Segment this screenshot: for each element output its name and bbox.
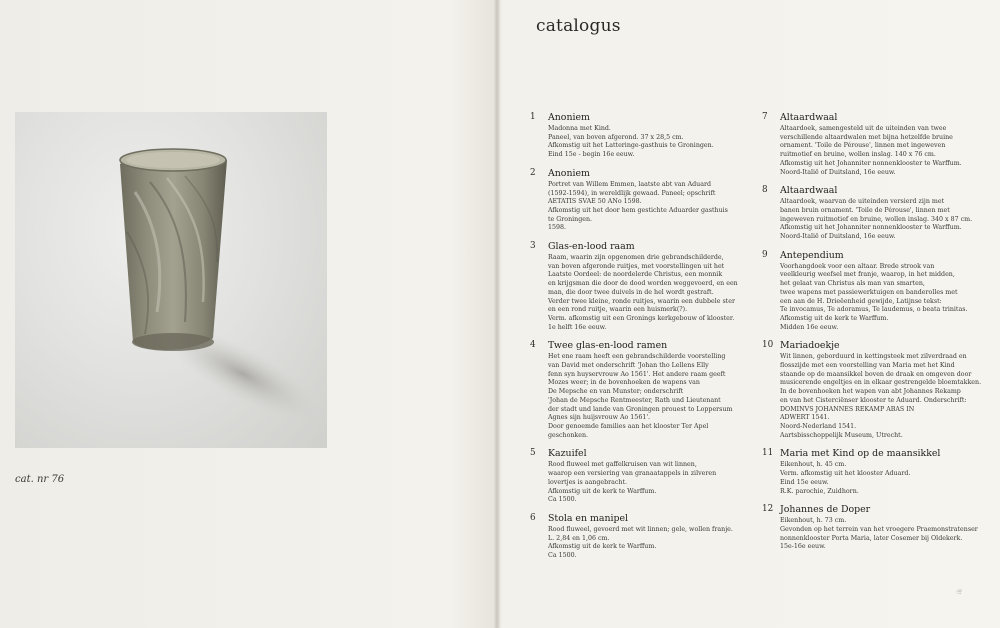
entry-text-line: verschillende altaardwalen met bijna hetzelfde bruine [780,133,953,141]
entry-text-line: staande op de maansikkel boven de draak en omgeven door [780,370,972,378]
entry-title: Anoniem [548,167,590,179]
entry-number: 4 [530,340,536,351]
entry-text-line: Portret van Willem Emmen, laatste abt van Aduard [548,180,712,188]
entry-text-line: fenn syn huyservrouw Ao 1561'. Het andere raam geeft [548,370,726,378]
entry-text-line: AETATIS SVAE 50 ANo 1598. [548,198,642,206]
entry-title: Maria met Kind op de maansikkel [780,448,941,460]
catalogue-entry [762,112,994,177]
entry-text-line: (1592-1594), in wereldlijk gewaad. Paneel; opschrift [548,189,716,197]
entry-text-line: Afkomstig uit de kerk te Warffum. [548,543,657,551]
entry-number: 1 [530,112,536,122]
entry-text-line: Altaardoek, waarvan de uiteinden versierd zijn met [780,198,945,206]
catalogue-entry [530,513,750,561]
entry-text-line: Midden 16e eeuw. [780,323,839,331]
entry-text-line: Verm. afkomstig uit het klooster Aduard. [780,470,911,478]
catalogue-entry [530,340,750,440]
entry-text-line: lovertjes is aangebracht. [548,478,628,486]
entry-title: Stola en manipel [548,512,629,524]
entry-text-line: R.K. parochie, Zuidhorn. [780,487,859,495]
page-title: catalogus [536,16,621,36]
entry-text-line: L. 2,84 en 1,06 cm. [548,534,610,542]
entry-title: Anoniem [548,112,590,123]
entry-text-line: banen bruin ornament. 'Toile de Pérouse', linnen met [780,206,950,214]
entry-text-line: Eikenhout, h. 45 cm. [780,461,847,469]
entry-text-line: Ca 1500. [548,552,577,560]
entry-text-line: Rood fluweel, gevoerd met wit linnen; gele, wollen franje. [548,525,733,533]
entry-text-line: ornament. 'Toile de Pérouse', linnen met ingeweven [780,142,946,150]
glass-beaker-photo [15,112,327,448]
catalogue-column-right [762,112,994,560]
entry-title: Johannes de Doper [780,504,871,516]
entry-text-line: Aartsbisschoppelijk Museum, Utrecht. [780,431,903,439]
entry-text-line: Door genoemde families aan het klooster Ter Apel [548,422,709,430]
entry-title: Antependium [780,249,844,261]
catalogue-entry [530,241,750,332]
entry-title: Altaardwaal [780,185,838,197]
entry-text-line: Het ene raam heeft een gebrandschilderde voorstelling [548,353,726,361]
catalogue-entry [762,250,994,333]
entry-number: 12 [762,504,774,515]
catalogue-entry [762,340,994,440]
entry-text-line: en krijgsman die door de dood worden weggevoerd, en een [548,280,738,288]
entry-text-line: Noord-Italië of Duitsland, 16e eeuw. [780,233,896,241]
book-gutter [494,0,500,628]
entry-text-line: waarop een versiering van granaatappels in zilveren [548,470,717,478]
entry-text-line: Te invocamus, Te adoramus, Te laudemus, o beata trinitas. [780,306,968,314]
entry-number: 5 [530,448,536,459]
entry-text-line: musicerende engeltjes en in elkaar gestrengelde bloemtakken. [780,379,982,387]
catalogue-column-left [530,112,750,569]
entry-text-line: Laatste Oordeel: de noordelerde Christus, een monnik [548,271,723,279]
entry-number: 2 [530,167,536,178]
entry-number: 9 [762,249,768,260]
entry-text-line: Afkomstig uit de kerk te Warffum. [548,487,657,495]
entry-text-line: Noord-Nederland 1541. [780,422,857,430]
entry-text-line: te Groningen. [548,215,593,223]
entry-text-line: der stadt und lande van Groningen prouest to Loppersum [548,405,733,413]
catalogue-entry [762,504,994,552]
pencil-mark: ik [955,588,964,595]
catalogue-entry [530,112,750,160]
entry-text-line: een aan de H. Drieëenheid gewijde, Latijnse tekst: [780,297,942,305]
entry-text-line: het gelaat van Christus als man van smarten, [780,280,925,288]
entry-text-line: 'Johan de Mepsche Rentmeester, Rath und Lieutenant [548,396,721,404]
entry-title: Altaardwaal [780,112,838,123]
entry-title: Glas-en-lood raam [548,241,635,253]
entry-text-line: Verder twee kleine, ronde ruitjes, waarin een dubbele ster [548,297,735,305]
entry-text-line: van David met onderschrift 'Johan tho Lellens Elly [548,362,709,370]
entry-text-line: en van het Cisterciënser klooster te Aduard. Onderschrift: [780,396,967,404]
entry-number: 10 [762,340,774,351]
entry-text-line: twee wapens met passiewerktuigen en banderolles met [780,288,958,296]
entry-number: 11 [762,448,774,459]
entry-text-line: man, die door twee duivels in de hel wordt gestraft. [548,288,714,296]
entry-text-line: Wit linnen, geborduurd in kettingsteek met zilverdraad en [780,353,967,361]
entry-text-line: ADWERT 1541. [780,414,830,422]
entry-text-line: Afkomstig uit het Johanniter nonnenklooster te Warffum. [780,224,962,232]
entry-text-line: ingeweven ruitmotief en bruine, wollen inslag. 340 x 87 cm. [780,215,973,223]
entry-text-line: Eind 15e eeuw. [780,478,829,486]
entry-text-line: flosszijde met een voorstelling van Maria met het Kind [780,362,955,370]
entry-text-line: van boven afgeronde ruitjes, met voorstellingen uit het [548,262,725,270]
entry-text-line: nonnenklooster Porta Maria, later Cosemer bij Oldekerk. [780,534,963,542]
entry-text-line: Raam, waarin zijn opgenomen drie gebrandschilderde, [548,254,724,262]
photo-caption: cat. nr 76 [15,474,65,485]
entry-text-line: Afkomstig uit het Latteringe-gasthuis te Groningen. [548,142,714,150]
entry-text-line: ruitmotief en bruine, wollen inslag. 140 x 76 cm. [780,151,936,159]
entry-number: 8 [762,185,768,196]
entry-text-line: In de bovenhoeken het wapen van abt Johannes Rekamp [780,388,961,396]
entry-text-line: 15e-16e eeuw. [780,543,826,551]
entry-text-line: Eikenhout, h. 73 cm. [780,517,847,525]
entry-text-line: Afkomstig uit het Johanniter nonnenklooster te Warffum. [780,159,962,167]
entry-text-line: Voorhangdoek voor een altaar. Brede strook van [780,262,935,270]
catalogue-entry [530,448,750,505]
entry-text-line: Afkomstig uit het door hem gestichte Aduarder gasthuis [548,206,728,214]
entry-text-line: Mozes weer; in de bovenhoeken de wapens van [548,379,700,387]
entry-text-line: Madonna met Kind. [548,125,611,132]
entry-text-line: veelkleurig weefsel met franje, waarop, in het midden, [780,271,955,279]
entry-text-line: Paneel, van boven afgerond. 37 x 28,5 cm. [548,133,684,141]
entry-text-line: Afkomstig uit de kerk te Warffum. [780,314,889,322]
entry-title: Twee glas-en-lood ramen [548,340,668,352]
entry-number: 6 [530,512,536,523]
entry-text-line: geschonken. [548,431,589,439]
entry-title: Mariadoekje [780,340,840,352]
catalogue-entry [530,168,750,233]
entry-text-line: Rood fluweel met gaffelkruisen van wit linnen, [548,461,697,469]
entry-text-line: Agnes sijn huijsvrouw Ao 1561'. [548,414,651,422]
beaker-body [120,149,227,351]
entry-text-line: Verm. afkomstig uit een Gronings kerkgebouw of klooster. [548,314,735,322]
entry-number: 3 [530,241,536,252]
entry-text-line: Noord-Italië of Duitsland, 16e eeuw. [780,168,896,176]
catalogue-entry [762,185,994,242]
entry-text-line: 1e helft 16e eeuw. [548,323,607,331]
catalogue-entry [762,448,994,496]
entry-text-line: Altaardoek, samengesteld uit de uiteinden van twee [780,125,947,132]
entry-text-line: De Mepsche en van Munster; onderschrift [548,388,684,396]
entry-text-line: Ca 1500. [548,496,577,504]
entry-text-line: DOMINVS JOHANNES REKAMP ABAS IN [780,405,915,413]
entry-text-line: Gevonden op het terrein van het vroegere Praemonstratenser [780,525,978,533]
entry-text-line: 1598. [548,224,567,232]
entry-title: Kazuifel [548,448,587,460]
entry-text-line: en een rond ruitje, waarin een huismerk(?). [548,306,688,314]
entry-text-line: Eind 15e - begin 16e eeuw. [548,151,635,159]
entry-number: 7 [762,112,768,122]
